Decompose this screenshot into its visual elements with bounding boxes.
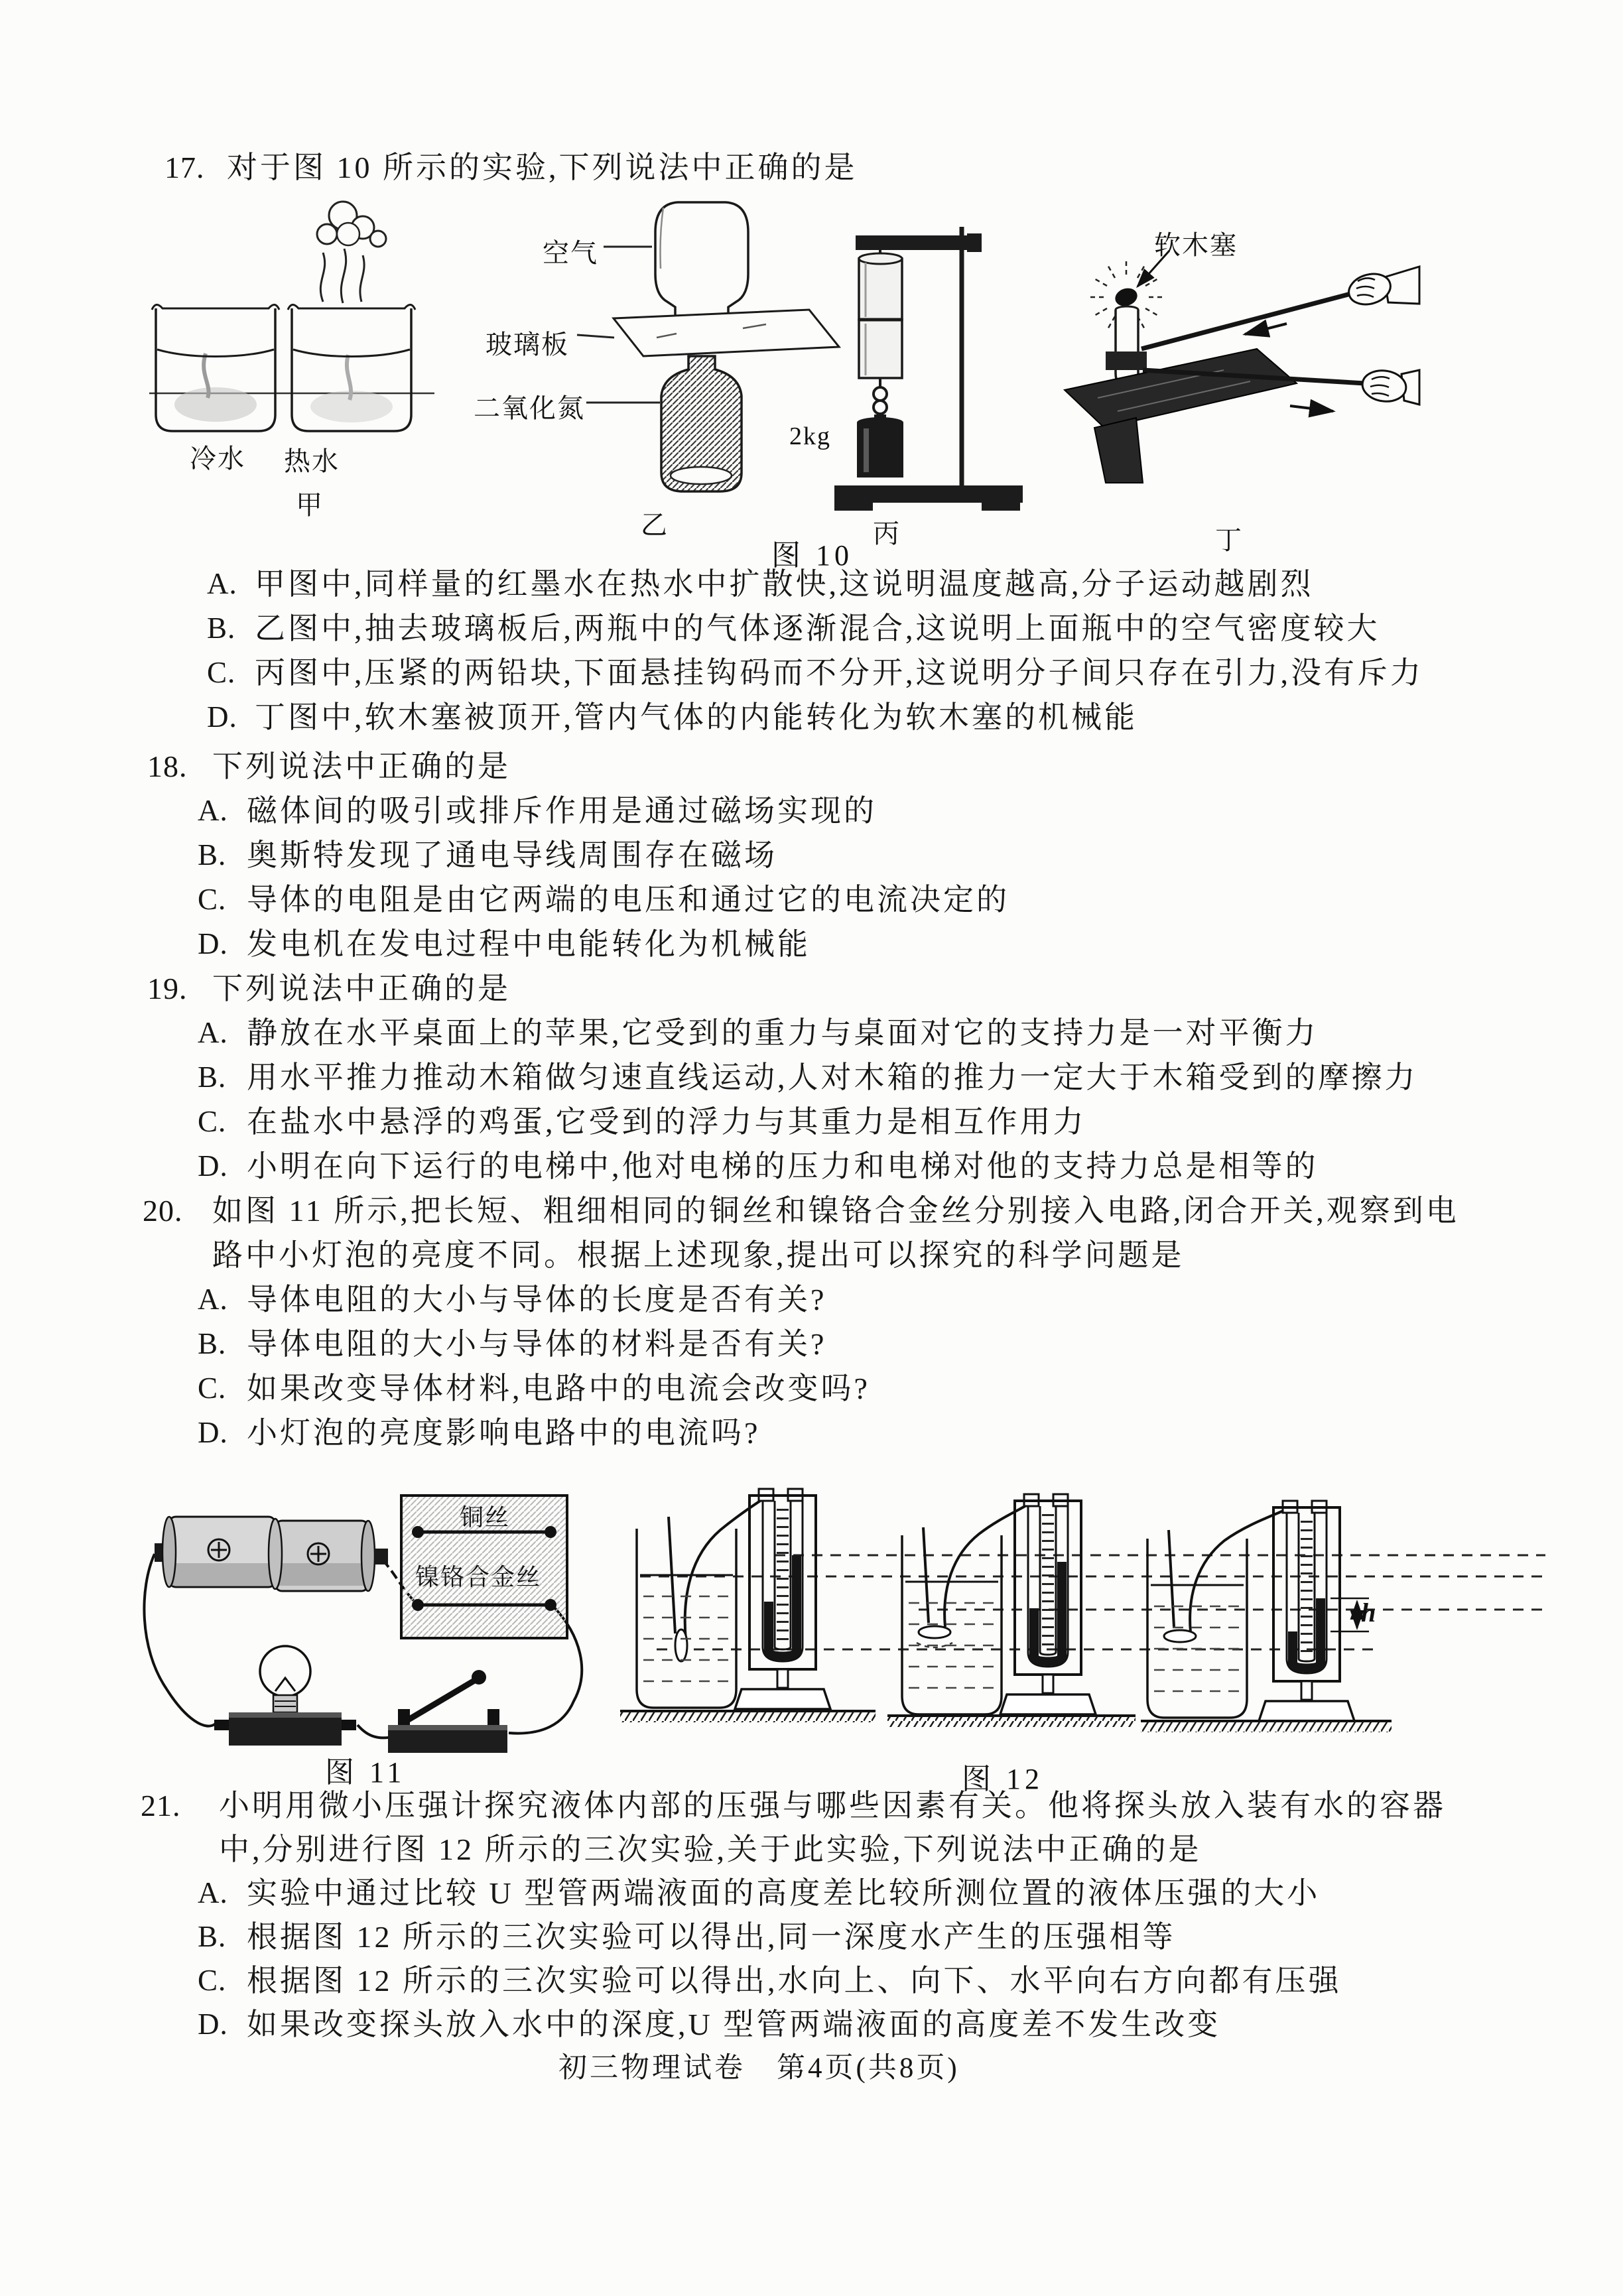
question-21-number: 21.: [141, 1789, 181, 1822]
fig10-ding-label: 丁: [1215, 525, 1243, 555]
q17-option-a-text: 甲图中,同样量的红墨水在热水中扩散快,这说明温度越高,分子运动越剧烈: [255, 567, 1314, 601]
q20-option-a-label: A.: [198, 1283, 228, 1316]
figure12-liquid-pressure-diagram: [617, 1456, 1559, 1741]
q18-option-a-label: A.: [198, 794, 228, 827]
fig10-2kg-weight-label: 2kg: [789, 422, 831, 450]
question-17-number: 17.: [164, 151, 205, 184]
q21-option-d-text: 如果改变探头放入水中的深度,U 型管两端液面的高度差不发生改变: [247, 2008, 1221, 2041]
question-21-stem-line1: 小明用微小压强计探究液体内部的压强与哪些因素有关。他将探头放入装有水的容器: [219, 1789, 1446, 1822]
question-20-number: 20.: [143, 1194, 183, 1228]
q17-option-b-text: 乙图中,抽去玻璃板后,两瓶中的气体逐渐混合,这说明上面瓶中的空气密度较大: [255, 611, 1380, 645]
question-19-number: 19.: [147, 972, 188, 1005]
question-18-number: 18.: [147, 749, 188, 783]
figure10-jia-beakers-diagram: [149, 196, 434, 438]
q17-option-b-label: B.: [207, 611, 236, 645]
q21-option-a-text: 实验中通过比较 U 型管两端液面的高度差比较所测位置的液体压强的大小: [247, 1876, 1321, 1910]
q19-option-a-text: 静放在水平桌面上的苹果,它受到的重力与桌面对它的支持力是一对平衡力: [247, 1016, 1319, 1050]
q17-option-c-label: C.: [207, 656, 236, 689]
q21-option-a-label: A.: [198, 1876, 228, 1909]
fig10-no2-label: 二氧化氮: [474, 393, 585, 423]
q18-option-d-label: D.: [198, 927, 228, 960]
q20-option-d-label: D.: [198, 1416, 228, 1449]
q18-option-a-text: 磁体间的吸引或排斥作用是通过磁场实现的: [247, 794, 877, 828]
q19-option-a-label: A.: [198, 1016, 228, 1049]
q21-option-c-label: C.: [198, 1964, 227, 1997]
q20-option-d-text: 小灯泡的亮度影响电路中的电流吗?: [247, 1416, 761, 1450]
q19-option-d-label: D.: [198, 1149, 228, 1182]
page-footer: 初三物理试卷 第4页(共8页): [558, 2053, 960, 2084]
figure11-caption: 图 11: [325, 1756, 406, 1789]
q20-option-b-label: B.: [198, 1327, 227, 1360]
fig12-height-difference-label: h: [1361, 1598, 1376, 1627]
fig10-cork-label: 软木塞: [1154, 230, 1238, 260]
q20-option-c-label: C.: [198, 1371, 227, 1405]
fig11-copper-wire-label: 铜丝: [460, 1504, 511, 1531]
q19-option-b-label: B.: [198, 1060, 227, 1094]
q18-option-b-label: B.: [198, 838, 227, 871]
q19-option-c-text: 在盐水中悬浮的鸡蛋,它受到的浮力与其重力是相互作用力: [247, 1105, 1086, 1139]
q21-option-b-label: B.: [198, 1920, 227, 1953]
fig10-jia-label: 甲: [296, 490, 324, 520]
q19-option-d-text: 小明在向下运行的电梯中,他对电梯的压力和电梯对他的支持力总是相等的: [247, 1149, 1319, 1183]
q20-option-b-text: 导体电阻的大小与导体的材料是否有关?: [247, 1327, 827, 1361]
q21-option-d-label: D.: [198, 2008, 228, 2041]
q18-option-c-text: 导体的电阻是由它两端的电压和通过它的电流决定的: [247, 883, 1009, 917]
q20-option-a-text: 导体电阻的大小与导体的长度是否有关?: [247, 1283, 827, 1316]
figure12-caption: 图 12: [962, 1763, 1043, 1795]
q19-option-b-text: 用水平推力推动木箱做匀速直线运动,人对木箱的推力一定大于木箱受到的摩擦力: [247, 1060, 1418, 1094]
q21-option-b-text: 根据图 12 所示的三次实验可以得出,同一深度水产生的压强相等: [247, 1920, 1176, 1954]
question-20-stem-line1: 如图 11 所示,把长短、粗细相同的铜丝和镍铬合金丝分别接入电路,闭合开关,观察到电: [212, 1194, 1459, 1228]
q21-option-c-text: 根据图 12 所示的三次实验可以得出,水向上、向下、水平向右方向都有压强: [247, 1964, 1342, 1998]
fig10-yi-label: 乙: [641, 510, 669, 540]
q18-option-c-label: C.: [198, 883, 227, 916]
question-21-stem-line2: 中,分别进行图 12 所示的三次实验,关于此实验,下列说法中正确的是: [219, 1832, 1202, 1866]
figure10-caption: 图 10: [771, 539, 853, 572]
question-17-stem: 对于图 10 所示的实验,下列说法中正确的是: [227, 151, 858, 184]
question-18-stem: 下列说法中正确的是: [212, 749, 511, 783]
fig10-air-label: 空气: [543, 238, 598, 268]
question-20-stem-line2: 路中小灯泡的亮度不同。根据上述现象,提出可以探究的科学问题是: [212, 1238, 1185, 1272]
fig11-nichrome-wire-label: 镍铬合金丝: [415, 1564, 542, 1590]
fig10-bing-label: 丙: [873, 519, 901, 548]
figure11-circuit-diagram: [136, 1476, 660, 1754]
q20-option-c-text: 如果改变导体材料,电路中的电流会改变吗?: [247, 1371, 870, 1405]
q17-option-d-text: 丁图中,软木塞被顶开,管内气体的内能转化为软木塞的机械能: [255, 700, 1137, 734]
q17-option-a-label: A.: [207, 567, 237, 600]
fig10-glass-plate-label: 玻璃板: [486, 330, 569, 359]
q17-option-c-text: 丙图中,压紧的两铅块,下面悬挂钩码而不分开,这说明分子间只存在引力,没有斥力: [255, 656, 1423, 690]
q19-option-c-label: C.: [198, 1105, 227, 1138]
figure10-yi-gas-diffusion-diagram: [577, 196, 856, 501]
fig10-hot-water-label: 热水: [284, 446, 340, 476]
q18-option-d-text: 发电机在发电过程中电能转化为机械能: [247, 927, 811, 961]
figure10-bing-lead-blocks-diagram: [829, 219, 1028, 514]
q17-option-d-label: D.: [207, 700, 237, 733]
fig10-cold-water-label: 冷水: [190, 444, 245, 474]
q18-option-b-text: 奥斯特发现了通电导线周围存在磁场: [247, 838, 777, 872]
question-19-stem: 下列说法中正确的是: [212, 972, 511, 1005]
figure10-ding-cork-diagram: [1058, 219, 1419, 484]
